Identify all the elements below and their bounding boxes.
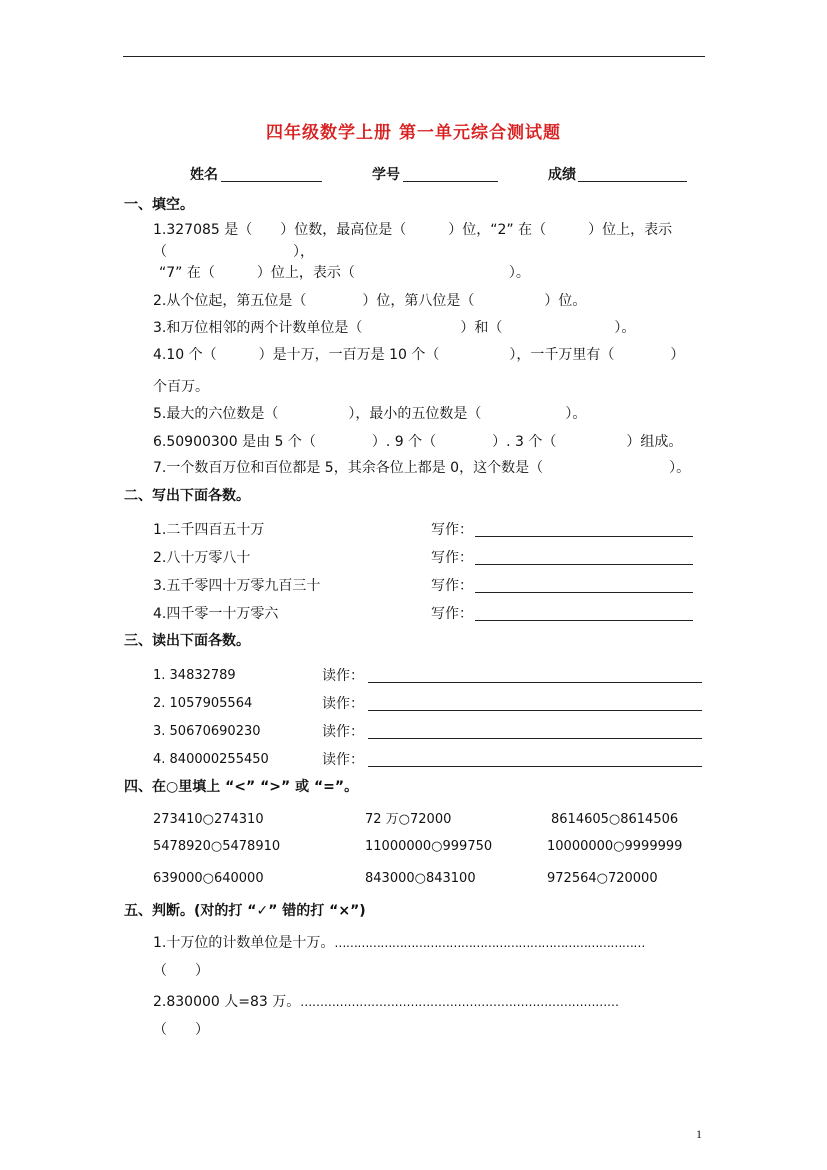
s1-q1-line3: “7” 在（ ）位上，表示（ ）。 <box>159 265 530 281</box>
score-label: 成绩 <box>548 167 576 183</box>
name-label: 姓名 <box>190 167 218 183</box>
s2-write-label: 写作： <box>431 578 473 594</box>
s1-q3: 3.和万位相邻的两个计数单位是（ ）和（ ）。 <box>153 320 636 336</box>
s5-q2-text: 2.830000 人=83 万。 <box>153 994 301 1010</box>
s1-q7: 7.一个数百万位和百位都是 5，其余各位上都是 0，这个数是（ ）。 <box>153 460 691 476</box>
s4-compare-item: 639000○640000 <box>153 871 264 886</box>
name-blank[interactable] <box>221 166 322 184</box>
s5-q2-dots: ……………………………………………………………………… <box>300 995 619 1009</box>
s4-compare-item: 843000○843100 <box>365 871 476 886</box>
section-5-header: 五、判断。(对的打 “✓” 错的打 “×”) <box>124 903 366 919</box>
s4-compare-item: 5478920○5478910 <box>153 839 281 854</box>
s3-read-line[interactable] <box>368 682 702 683</box>
s2-write-label: 写作： <box>431 522 473 538</box>
s2-write-line[interactable] <box>475 592 693 593</box>
s2-write-line[interactable] <box>475 620 693 621</box>
s5-q2-answer[interactable]: （ ） <box>153 1022 209 1038</box>
s1-q1-line1: 1.327085 是（ ）位数，最高位是（ ）位，“2” 在（ ）位上，表示 <box>153 222 673 238</box>
section-2-header: 二、写出下面各数。 <box>124 488 250 504</box>
s3-read-label: 读作： <box>322 752 364 768</box>
s4-compare-item: 273410○274310 <box>153 812 264 827</box>
s2-item: 2.八十万零八十 <box>153 550 251 566</box>
s5-q1-dots: ……………………………………………………………………… <box>334 936 645 950</box>
s2-write-label: 写作： <box>431 550 473 566</box>
header-rule <box>123 56 705 57</box>
s3-read-label: 读作： <box>322 696 364 712</box>
s5-q1-text: 1.十万位的计数单位是十万。 <box>153 935 335 951</box>
s3-read-label: 读作： <box>322 668 364 684</box>
page-number: 1 <box>696 1127 702 1141</box>
s5-q1-answer[interactable]: （ ） <box>153 963 209 979</box>
s5-q1 <box>153 934 645 952</box>
s4-compare-item: 8614605○8614506 <box>551 812 679 827</box>
student-id-label: 学号 <box>372 167 400 183</box>
s3-item: 3. 50670690230 <box>153 724 261 739</box>
s4-compare-item: 10000000○9999999 <box>547 839 683 854</box>
s3-item: 4. 840000255450 <box>153 752 269 767</box>
s4-compare-item: 11000000○999750 <box>365 839 493 854</box>
s1-q6: 6.50900300 是由 5 个（ ）. 9 个（ ）. 3 个（ ）组成。 <box>153 434 683 450</box>
s2-write-label: 写作： <box>431 606 473 622</box>
section-3-header: 三、读出下面各数。 <box>124 633 250 649</box>
page-title: 四年级数学上册 第一单元综合测试题 <box>266 123 561 143</box>
s4-compare-item: 72 万○72000 <box>365 812 452 827</box>
s3-read-label: 读作： <box>322 724 364 740</box>
s3-item: 2. 1057905564 <box>153 696 253 711</box>
section-4-header: 四、在○里填上 “<” “>” 或 “=”。 <box>124 779 359 795</box>
s5-q2 <box>153 993 619 1011</box>
s2-write-line[interactable] <box>475 564 693 565</box>
s3-read-line[interactable] <box>368 738 702 739</box>
s3-read-line[interactable] <box>368 766 702 767</box>
s2-item: 3.五千零四十万零九百三十 <box>153 578 321 594</box>
score-blank[interactable] <box>578 166 687 184</box>
s1-q4-line2: 个百万。 <box>153 379 209 395</box>
s1-q5: 5.最大的六位数是（ ），最小的五位数是（ ）。 <box>153 406 587 422</box>
s2-write-line[interactable] <box>475 536 693 537</box>
s2-item: 1.二千四百五十万 <box>153 522 265 538</box>
s1-q2: 2.从个位起，第五位是（ ）位，第八位是（ ）位。 <box>153 293 587 309</box>
s2-item: 4.四千零一十万零六 <box>153 606 279 622</box>
s3-item: 1. 34832789 <box>153 668 236 683</box>
s1-q1-line2: （ ）， <box>153 244 314 260</box>
s3-read-line[interactable] <box>368 710 702 711</box>
section-1-header: 一、填空。 <box>124 197 194 213</box>
s4-compare-item: 972564○720000 <box>547 871 658 886</box>
student-id-blank[interactable] <box>403 166 498 184</box>
s1-q4-line1: 4.10 个（ ）是十万，一百万是 10 个（ ），一千万里有（ ） <box>153 347 685 363</box>
